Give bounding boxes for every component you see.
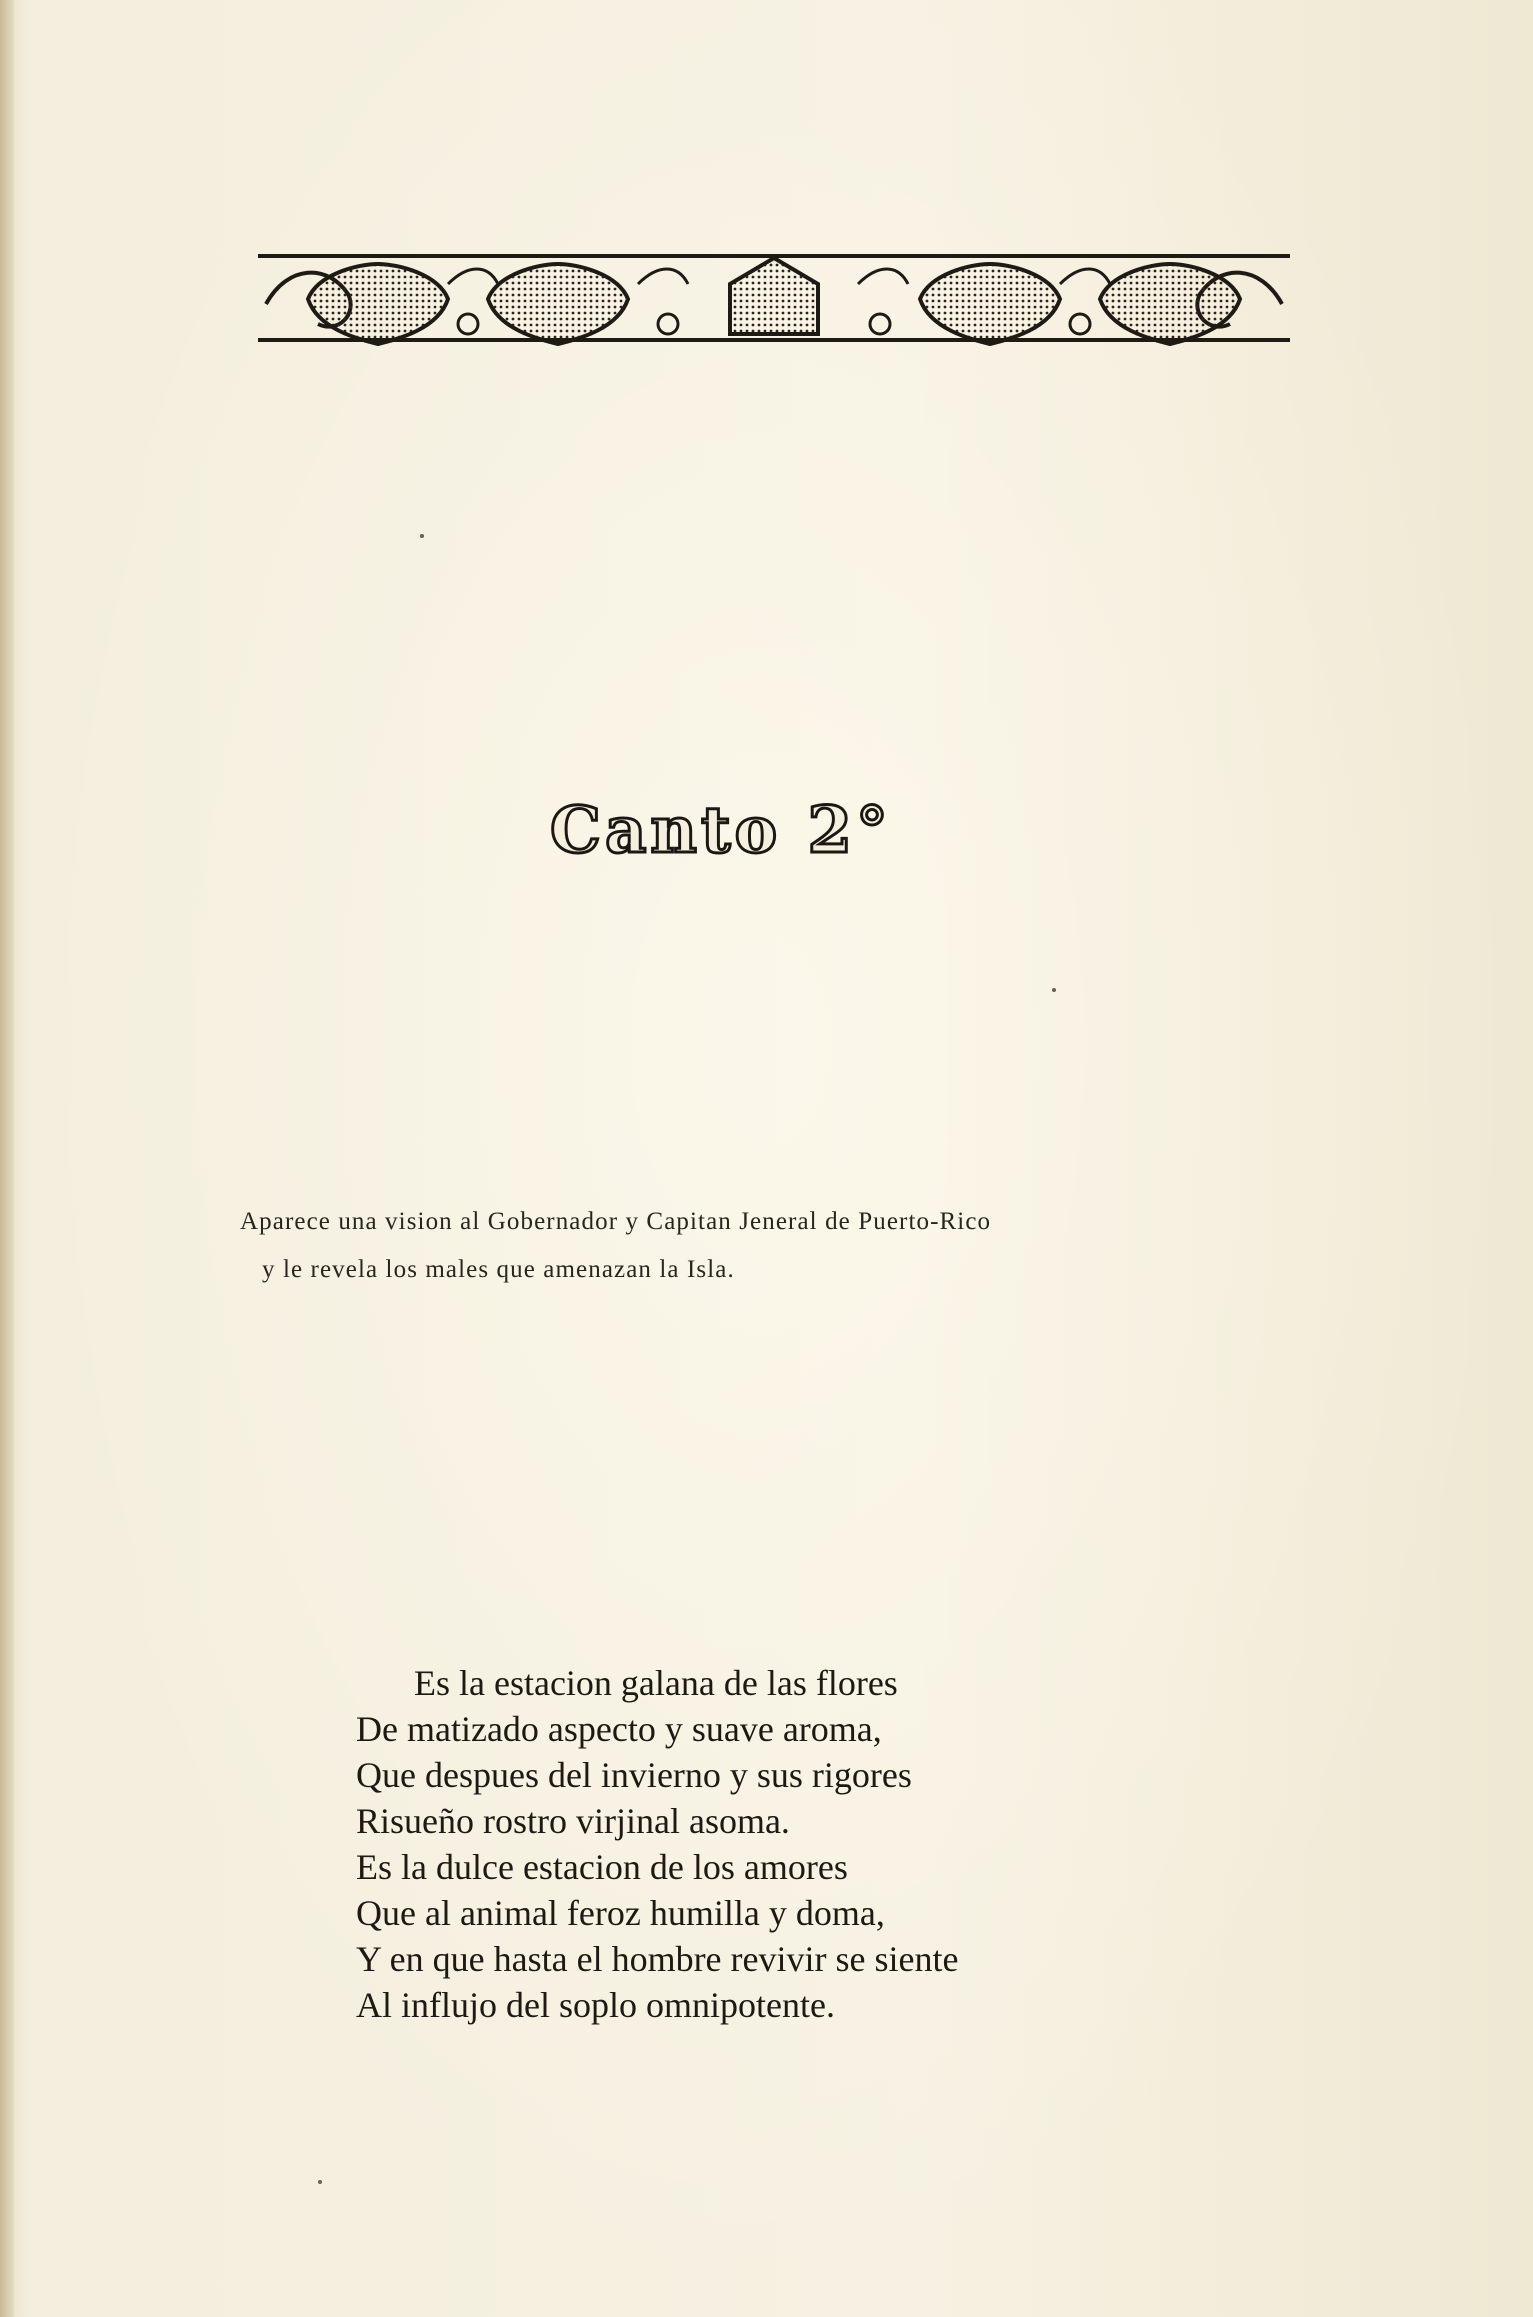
ornamental-banner-icon [258,244,1290,354]
canto-title [540,790,1060,870]
poem-line: Risueño rostro virjinal asoma. [356,1801,790,1841]
poem-line: Es la estacion galana de las flores [414,1663,898,1703]
poem-line: De matizado aspecto y suave aroma, [356,1709,882,1749]
poem-line: Que despues del invierno y sus rigores [356,1755,912,1795]
summary-line: Aparece una vision al Gobernador y Capitan Jeneral de Puerto-Rico [240,1208,992,1235]
page-binding-edge [0,0,14,2317]
ink-speck [318,2180,322,2184]
summary-line: y le revela los males que amenazan la Isla. [262,1256,735,1283]
poem-line: Es la dulce estacion de los amores [356,1847,848,1887]
poem-stanza [356,1660,1256,2028]
ink-speck [420,534,424,538]
poem-line: Y en que hasta el hombre revivir se siente [356,1939,959,1979]
poem-line: Al influjo del soplo omnipotente. [356,1985,835,2025]
canto-summary [240,1198,1350,1294]
poem-line: Que al animal feroz humilla y doma, [356,1893,885,1933]
canto-title-text: Canto 2° [550,793,892,868]
ink-speck [1052,988,1056,992]
